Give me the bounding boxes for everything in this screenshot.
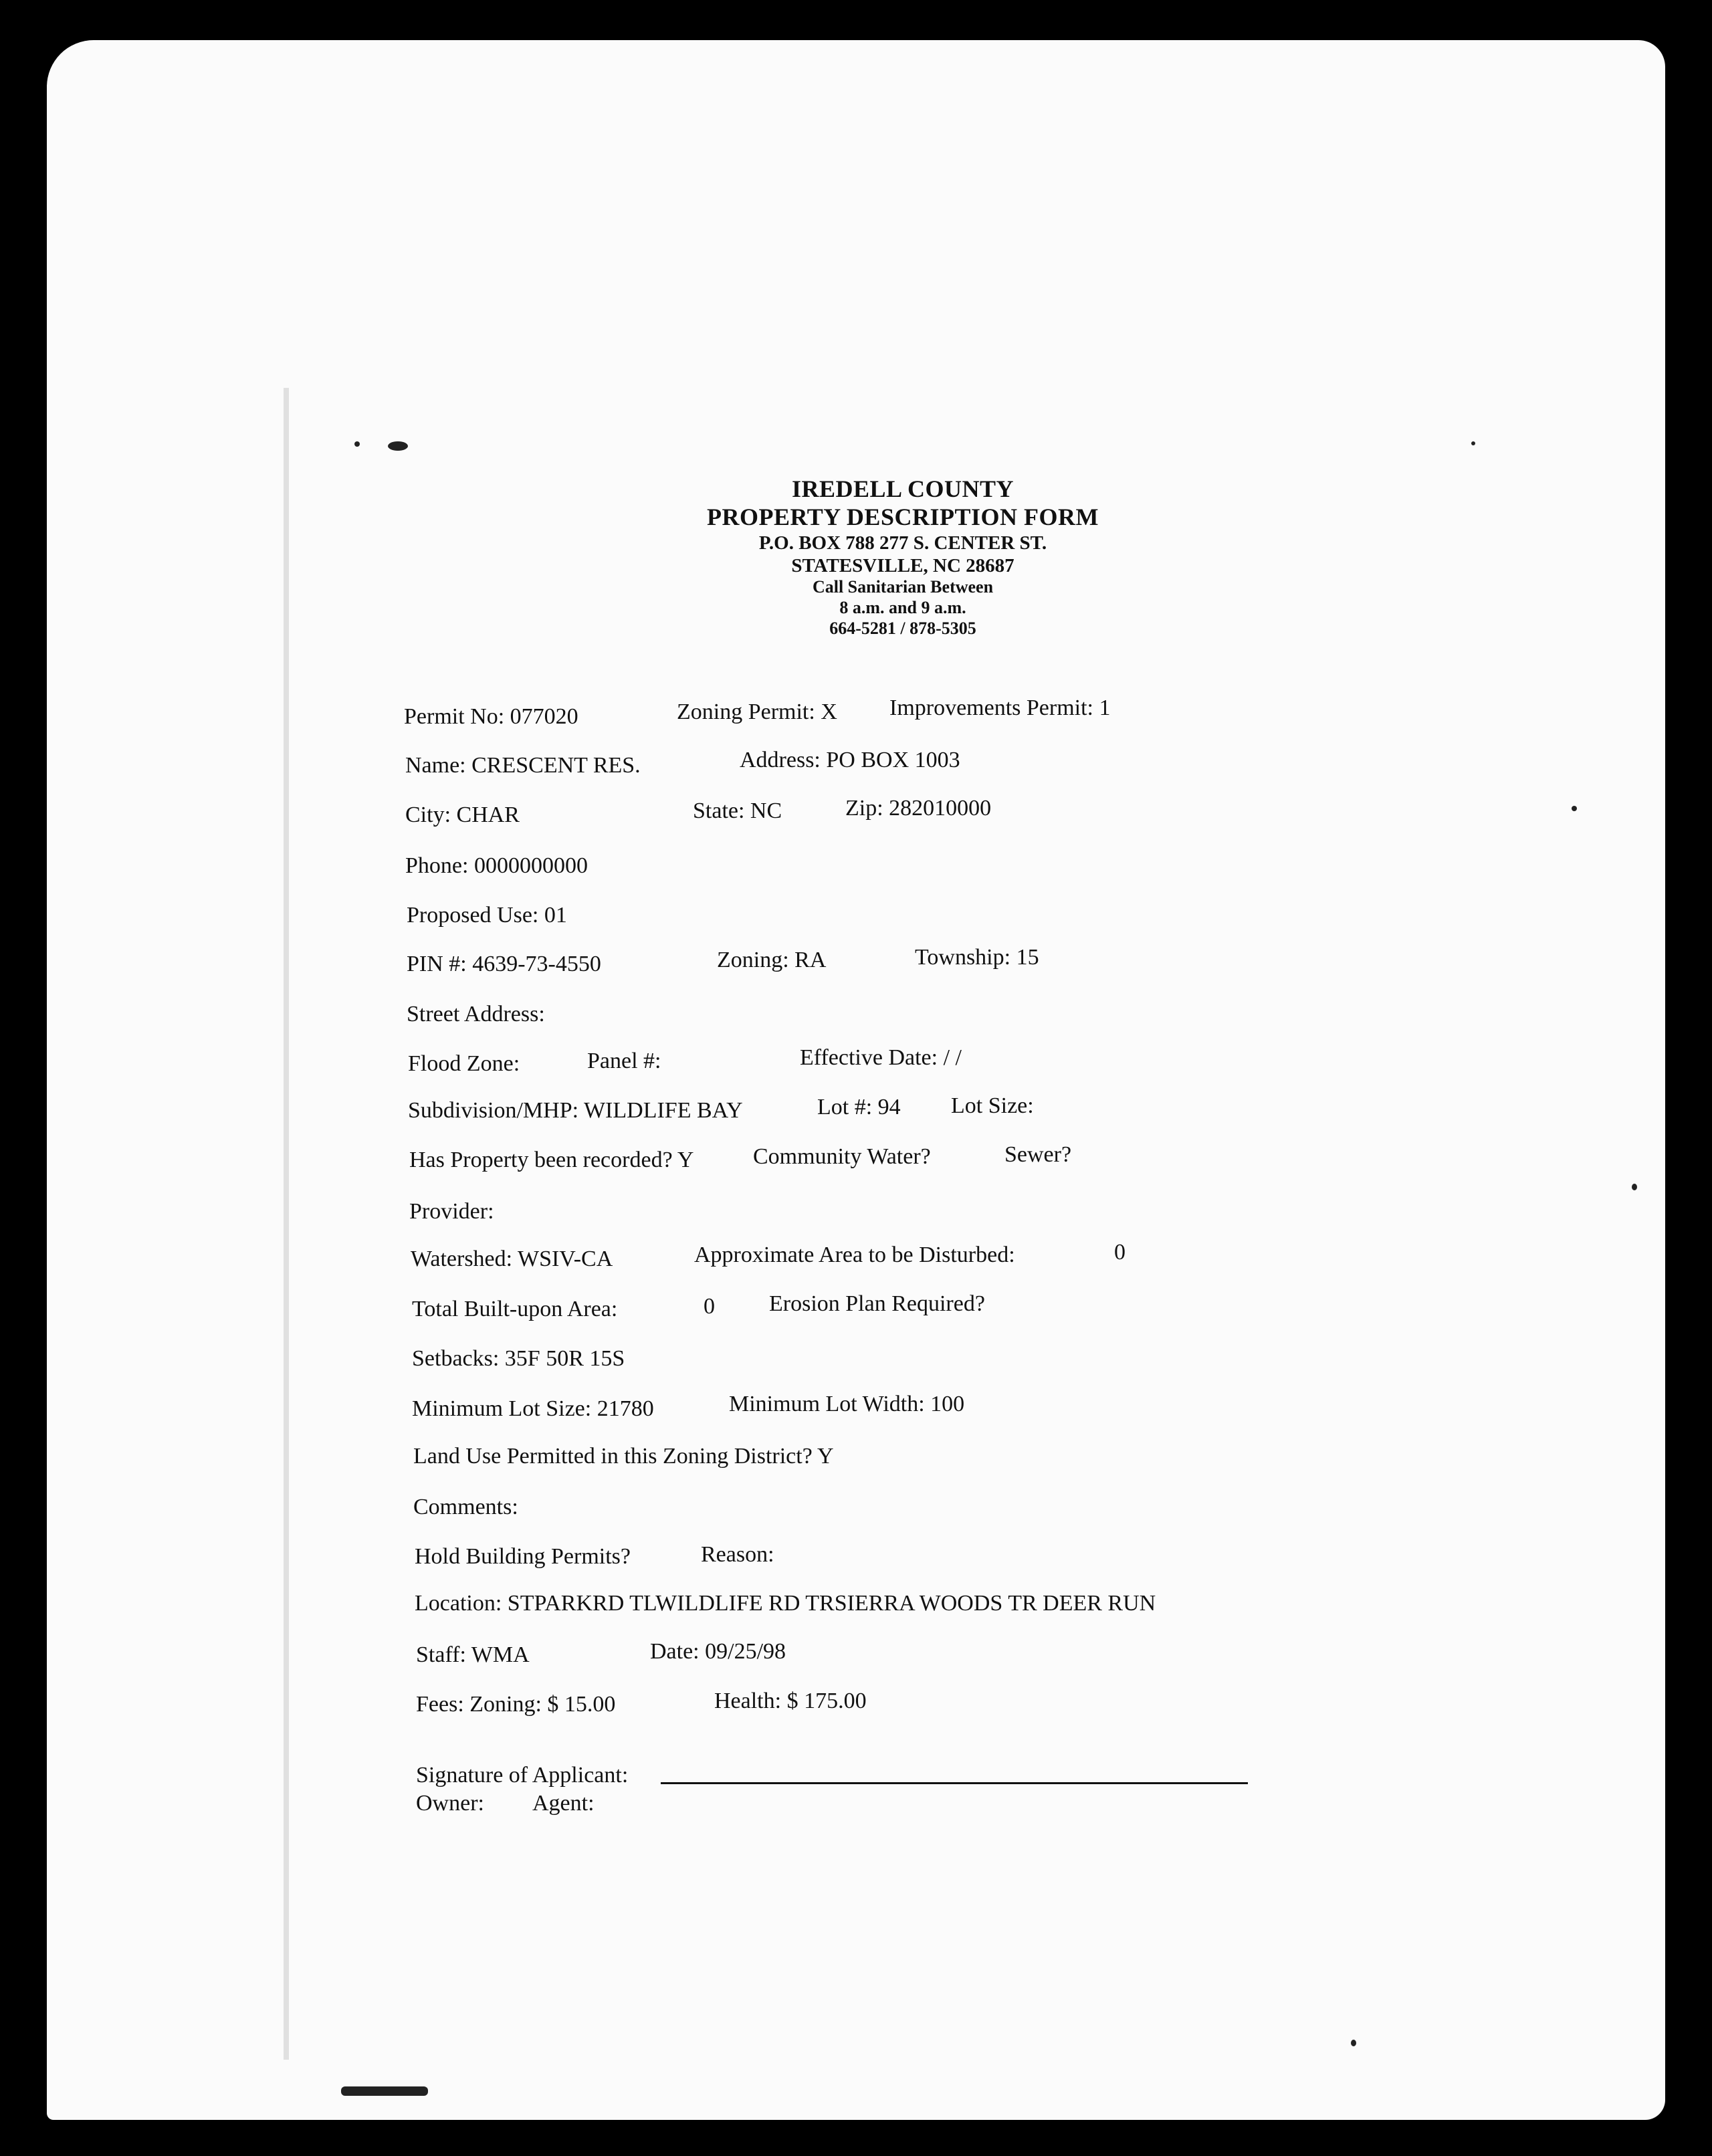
staff: Staff: WMA — [416, 1642, 530, 1667]
improvements-permit: Improvements Permit: 1 — [889, 695, 1111, 720]
min-lot-size: Minimum Lot Size: 21780 — [412, 1396, 654, 1421]
call-hours: 8 a.m. and 9 a.m. — [839, 598, 966, 618]
form-header — [535, 475, 1271, 639]
erosion-plan: Erosion Plan Required? — [769, 1291, 985, 1316]
county-title: IREDELL COUNTY — [791, 475, 1014, 502]
permit-no: Permit No: 077020 — [404, 704, 578, 729]
applicant-city: City: CHAR — [405, 802, 520, 827]
land-use-permitted: Land Use Permitted in this Zoning District? Y — [413, 1444, 834, 1469]
setbacks: Setbacks: 35F 50R 15S — [412, 1346, 625, 1371]
agency-phone: 664-5281 / 878-5305 — [829, 618, 976, 638]
built-upon-label: Total Built-upon Area: — [412, 1297, 618, 1321]
owner-label: Owner: — [416, 1791, 484, 1816]
provider: Provider: — [409, 1199, 494, 1224]
scan-speck — [341, 2086, 428, 2096]
scan-speck — [354, 441, 360, 447]
applicant-phone: Phone: 0000000000 — [405, 853, 588, 878]
signature-line — [661, 1782, 1248, 1784]
signature-label: Signature of Applicant: — [416, 1763, 629, 1788]
scan-speck — [388, 441, 408, 451]
agency-address: P.O. BOX 788 277 S. CENTER ST. — [758, 532, 1047, 554]
date: Date: 09/25/98 — [650, 1639, 786, 1664]
scan-speck — [1632, 1184, 1637, 1190]
fees-zoning: Fees: Zoning: $ 15.00 — [416, 1692, 616, 1717]
min-lot-width: Minimum Lot Width: 100 — [729, 1392, 965, 1416]
scan-speck — [1471, 441, 1475, 445]
street-address: Street Address: — [407, 1002, 545, 1027]
scan-speck — [1572, 806, 1577, 811]
document-page — [47, 40, 1665, 2120]
scan-edge — [284, 388, 289, 2060]
proposed-use: Proposed Use: 01 — [407, 903, 567, 928]
zoning-permit: Zoning Permit: X — [677, 699, 837, 724]
location: Location: STPARKRD TLWILDLIFE RD TRSIERRA WOODS TR DEER RUN — [415, 1591, 1156, 1616]
sewer: Sewer? — [1004, 1142, 1072, 1167]
subdivision: Subdivision/MHP: WILDLIFE BAY — [408, 1098, 743, 1123]
lot-size: Lot Size: — [951, 1093, 1034, 1118]
pin-number: PIN #: 4639-73-4550 — [407, 952, 601, 976]
area-disturbed-label: Approximate Area to be Disturbed: — [694, 1243, 1015, 1267]
call-note: Call Sanitarian Between — [812, 577, 994, 597]
comments: Comments: — [413, 1495, 518, 1519]
form-title: PROPERTY DESCRIPTION FORM — [707, 504, 1099, 531]
lot-number: Lot #: 94 — [817, 1095, 901, 1119]
built-upon-value: 0 — [704, 1294, 715, 1319]
applicant-address: Address: PO BOX 1003 — [740, 748, 960, 772]
effective-date: Effective Date: / / — [800, 1045, 962, 1070]
agency-city: STATESVILLE, NC 28687 — [791, 555, 1014, 577]
applicant-state: State: NC — [693, 798, 782, 823]
fees-health: Health: $ 175.00 — [714, 1689, 867, 1713]
applicant-zip: Zip: 282010000 — [845, 796, 992, 821]
panel-number: Panel #: — [587, 1049, 661, 1073]
reason: Reason: — [701, 1542, 774, 1567]
scan-speck — [1351, 2040, 1356, 2046]
township: Township: 15 — [915, 945, 1039, 970]
zoning: Zoning: RA — [717, 948, 827, 972]
area-disturbed-value: 0 — [1114, 1240, 1126, 1265]
watershed: Watershed: WSIV-CA — [411, 1247, 613, 1271]
applicant-name: Name: CRESCENT RES. — [405, 753, 641, 778]
property-recorded: Has Property been recorded? Y — [409, 1148, 694, 1172]
flood-zone: Flood Zone: — [408, 1051, 520, 1076]
hold-building-permits: Hold Building Permits? — [415, 1544, 631, 1569]
agent-label: Agent: — [532, 1791, 595, 1816]
community-water: Community Water? — [753, 1144, 931, 1169]
